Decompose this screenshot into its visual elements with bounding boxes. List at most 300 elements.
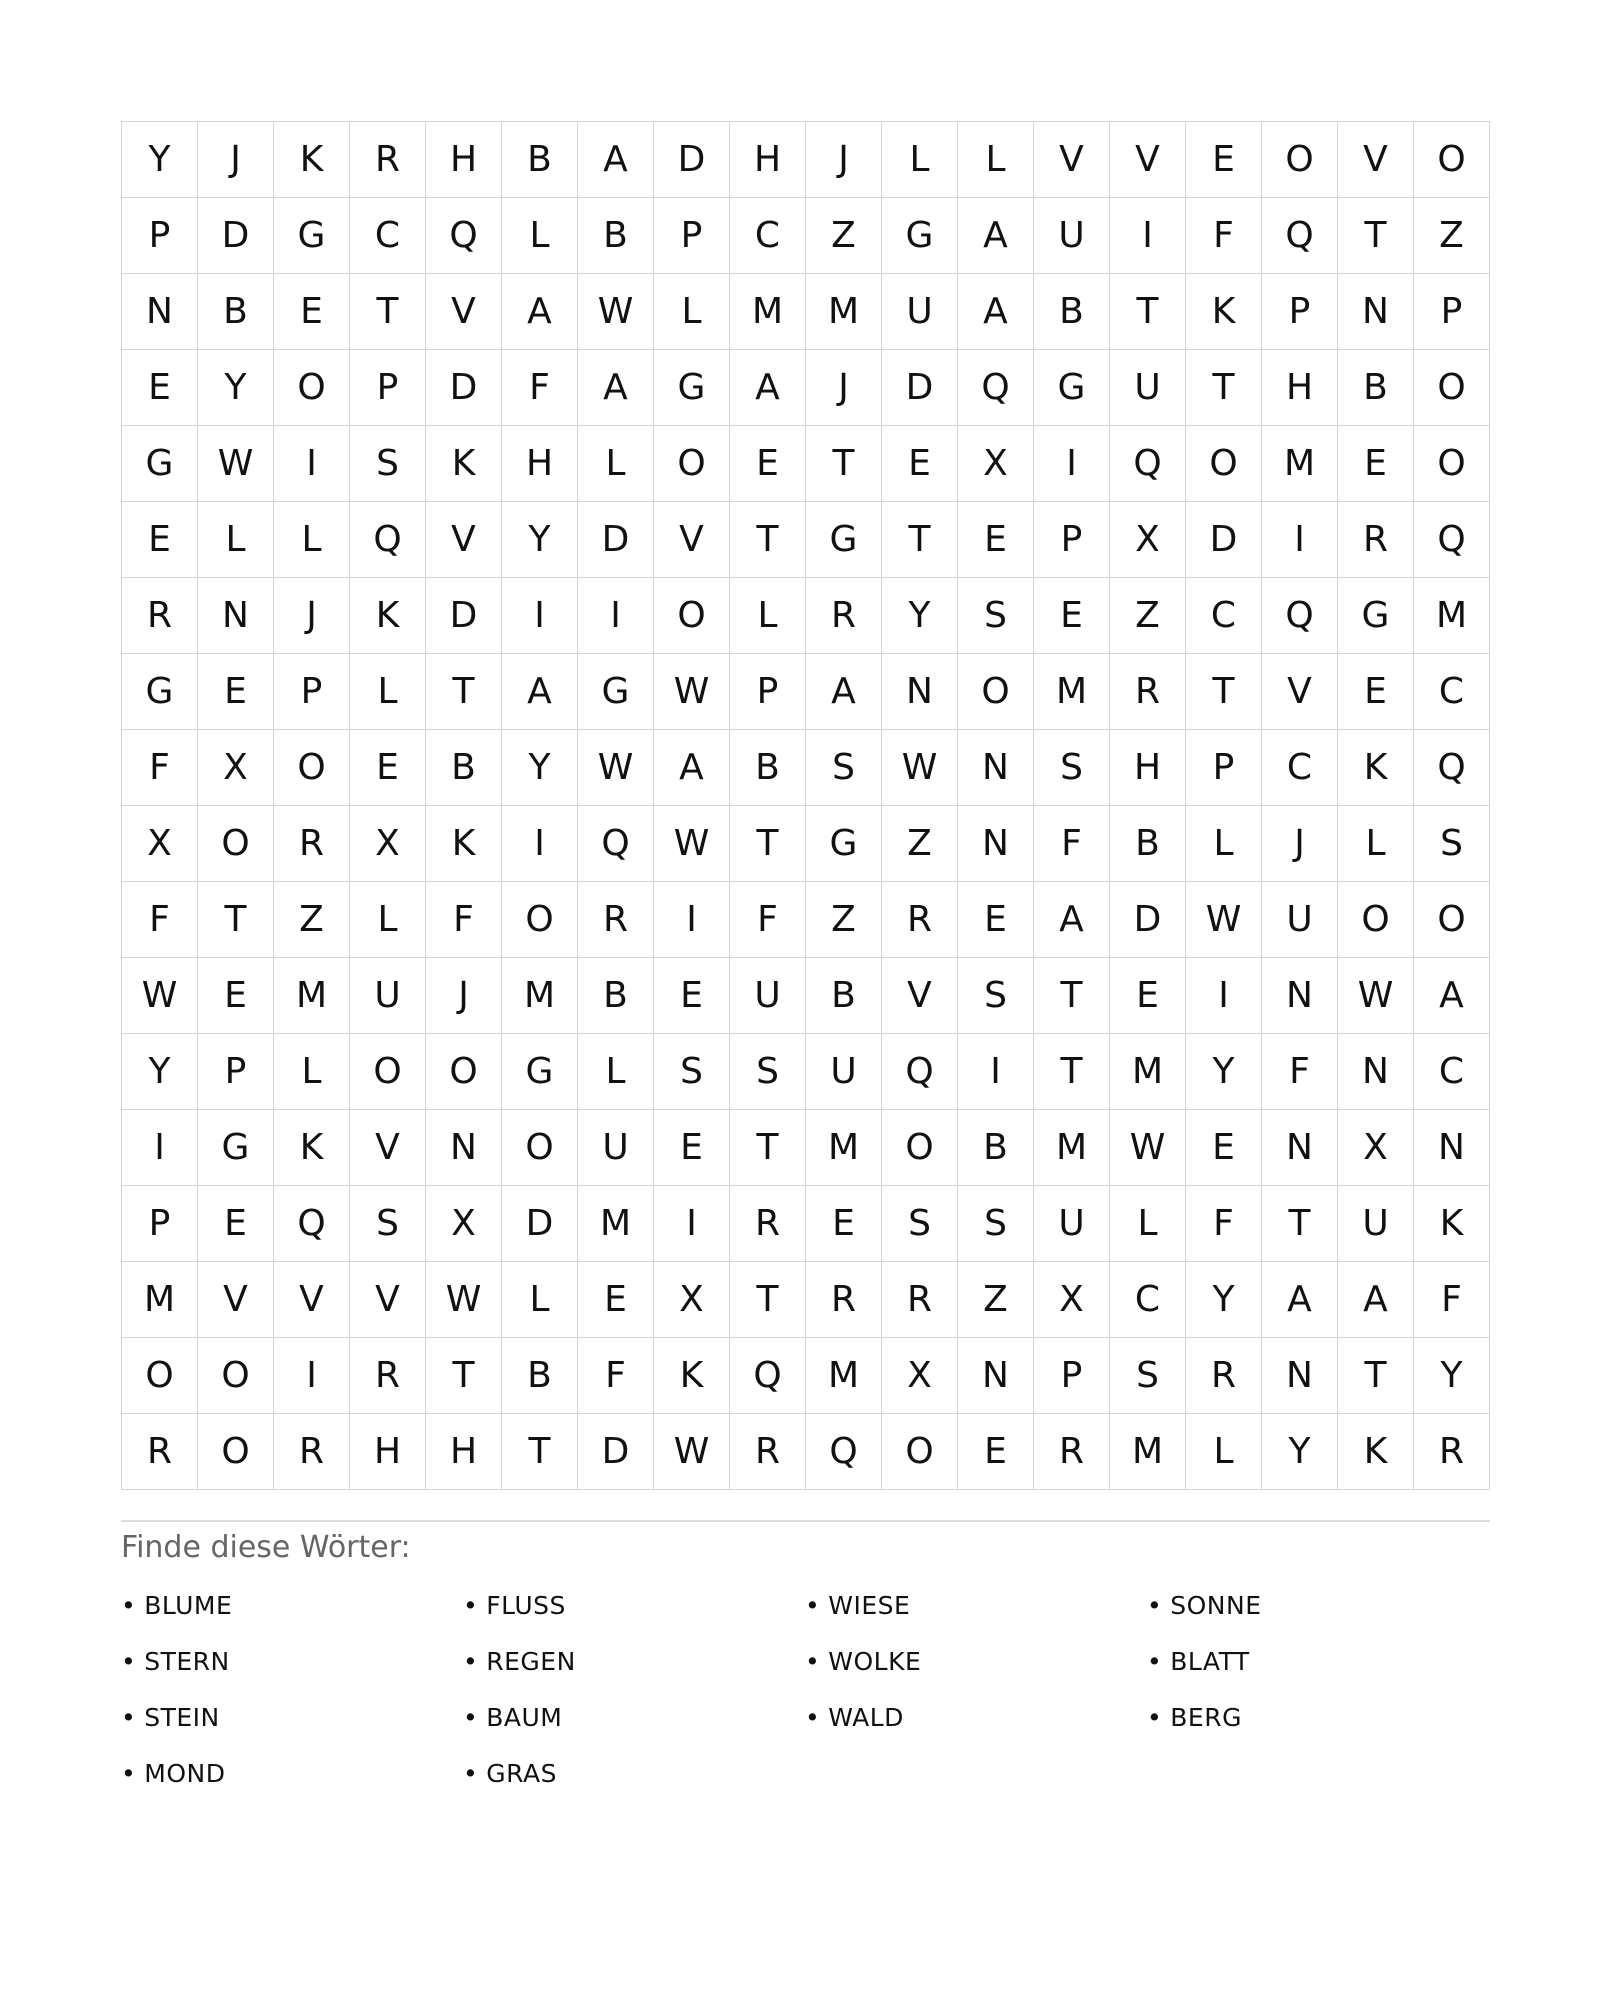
grid-cell[interactable]: Y [122,122,198,198]
grid-cell[interactable]: W [654,806,730,882]
grid-cell[interactable]: O [502,1110,578,1186]
grid-cell[interactable]: X [882,1338,958,1414]
grid-cell[interactable]: Q [882,1034,958,1110]
grid-cell[interactable]: H [350,1414,426,1490]
grid-cell[interactable]: N [958,1338,1034,1414]
grid-cell[interactable]: K [1338,1414,1414,1490]
grid-cell[interactable]: E [654,958,730,1034]
grid-cell[interactable]: V [350,1262,426,1338]
grid-cell[interactable]: R [350,122,426,198]
grid-cell[interactable]: I [274,426,350,502]
grid-cell[interactable]: M [1034,654,1110,730]
grid-cell[interactable]: G [882,198,958,274]
grid-cell[interactable]: N [1414,1110,1490,1186]
grid-cell[interactable]: P [1414,274,1490,350]
grid-cell[interactable]: R [1186,1338,1262,1414]
grid-cell[interactable]: N [1338,1034,1414,1110]
grid-cell[interactable]: Z [806,882,882,958]
grid-cell[interactable]: G [198,1110,274,1186]
grid-cell[interactable]: G [502,1034,578,1110]
grid-cell[interactable]: K [1414,1186,1490,1262]
grid-cell[interactable]: C [1110,1262,1186,1338]
grid-cell[interactable]: Q [1414,730,1490,806]
grid-cell[interactable]: S [350,426,426,502]
grid-cell[interactable]: B [578,958,654,1034]
grid-cell[interactable]: E [1110,958,1186,1034]
grid-cell[interactable]: A [1262,1262,1338,1338]
grid-cell[interactable]: I [274,1338,350,1414]
grid-cell[interactable]: D [578,502,654,578]
grid-cell[interactable]: W [426,1262,502,1338]
grid-cell[interactable]: T [1186,350,1262,426]
grid-cell[interactable]: F [1262,1034,1338,1110]
grid-cell[interactable]: O [1414,426,1490,502]
grid-cell[interactable]: P [1262,274,1338,350]
grid-cell[interactable]: N [1338,274,1414,350]
grid-cell[interactable]: M [1262,426,1338,502]
grid-cell[interactable]: E [122,350,198,426]
grid-cell[interactable]: M [730,274,806,350]
grid-cell[interactable]: R [578,882,654,958]
grid-cell[interactable]: W [578,274,654,350]
grid-cell[interactable]: A [806,654,882,730]
grid-cell[interactable]: L [958,122,1034,198]
grid-cell[interactable]: E [1338,654,1414,730]
grid-cell[interactable]: Q [958,350,1034,426]
grid-cell[interactable]: M [502,958,578,1034]
grid-cell[interactable]: T [1034,1034,1110,1110]
grid-cell[interactable]: I [502,806,578,882]
grid-cell[interactable]: T [730,1110,806,1186]
grid-cell[interactable]: H [502,426,578,502]
grid-cell[interactable]: Q [1110,426,1186,502]
grid-cell[interactable]: F [1414,1262,1490,1338]
grid-cell[interactable]: P [1186,730,1262,806]
grid-cell[interactable]: O [350,1034,426,1110]
grid-cell[interactable]: L [1186,1414,1262,1490]
grid-cell[interactable]: C [1262,730,1338,806]
grid-cell[interactable]: L [274,502,350,578]
grid-cell[interactable]: W [122,958,198,1034]
grid-cell[interactable]: E [198,958,274,1034]
grid-cell[interactable]: S [1034,730,1110,806]
grid-cell[interactable]: D [578,1414,654,1490]
grid-cell[interactable]: T [730,1262,806,1338]
grid-cell[interactable]: Z [958,1262,1034,1338]
grid-cell[interactable]: Z [882,806,958,882]
grid-cell[interactable]: W [882,730,958,806]
grid-cell[interactable]: H [1262,350,1338,426]
grid-cell[interactable]: V [350,1110,426,1186]
grid-cell[interactable]: F [1186,1186,1262,1262]
grid-cell[interactable]: D [654,122,730,198]
grid-cell[interactable]: U [882,274,958,350]
grid-cell[interactable]: G [122,426,198,502]
grid-cell[interactable]: O [1338,882,1414,958]
grid-cell[interactable]: A [578,350,654,426]
grid-cell[interactable]: O [1414,122,1490,198]
grid-cell[interactable]: O [882,1414,958,1490]
grid-cell[interactable]: X [350,806,426,882]
grid-cell[interactable]: B [958,1110,1034,1186]
grid-cell[interactable]: G [122,654,198,730]
grid-cell[interactable]: U [806,1034,882,1110]
grid-cell[interactable]: X [426,1186,502,1262]
grid-cell[interactable]: L [654,274,730,350]
grid-cell[interactable]: M [1414,578,1490,654]
grid-cell[interactable]: T [730,502,806,578]
grid-cell[interactable]: A [654,730,730,806]
grid-cell[interactable]: C [1414,654,1490,730]
grid-cell[interactable]: I [1262,502,1338,578]
grid-cell[interactable]: E [122,502,198,578]
grid-cell[interactable]: G [806,502,882,578]
grid-cell[interactable]: R [730,1186,806,1262]
grid-cell[interactable]: V [198,1262,274,1338]
grid-cell[interactable]: Q [730,1338,806,1414]
grid-cell[interactable]: W [1186,882,1262,958]
grid-cell[interactable]: W [1338,958,1414,1034]
grid-cell[interactable]: O [1414,882,1490,958]
grid-cell[interactable]: E [1034,578,1110,654]
grid-cell[interactable]: T [1338,198,1414,274]
grid-cell[interactable]: L [1110,1186,1186,1262]
grid-cell[interactable]: V [274,1262,350,1338]
grid-cell[interactable]: Z [806,198,882,274]
grid-cell[interactable]: D [426,350,502,426]
grid-cell[interactable]: P [350,350,426,426]
grid-cell[interactable]: Q [578,806,654,882]
grid-cell[interactable]: X [1034,1262,1110,1338]
grid-cell[interactable]: G [806,806,882,882]
grid-cell[interactable]: T [1110,274,1186,350]
grid-cell[interactable]: R [882,1262,958,1338]
grid-cell[interactable]: S [882,1186,958,1262]
grid-cell[interactable]: S [350,1186,426,1262]
grid-cell[interactable]: L [1338,806,1414,882]
grid-cell[interactable]: S [958,578,1034,654]
grid-cell[interactable]: D [502,1186,578,1262]
grid-cell[interactable]: K [1186,274,1262,350]
grid-cell[interactable]: W [578,730,654,806]
grid-cell[interactable]: N [1262,1110,1338,1186]
grid-cell[interactable]: O [426,1034,502,1110]
grid-cell[interactable]: V [426,274,502,350]
grid-cell[interactable]: X [1110,502,1186,578]
grid-cell[interactable]: J [198,122,274,198]
grid-cell[interactable]: M [122,1262,198,1338]
grid-cell[interactable]: Y [502,730,578,806]
grid-cell[interactable]: I [654,1186,730,1262]
grid-cell[interactable]: B [806,958,882,1034]
grid-cell[interactable]: E [350,730,426,806]
grid-cell[interactable]: L [350,654,426,730]
grid-cell[interactable]: K [274,1110,350,1186]
grid-cell[interactable]: D [426,578,502,654]
grid-cell[interactable]: P [654,198,730,274]
grid-cell[interactable]: K [1338,730,1414,806]
grid-cell[interactable]: S [958,958,1034,1034]
grid-cell[interactable]: V [1338,122,1414,198]
grid-cell[interactable]: D [1110,882,1186,958]
grid-cell[interactable]: X [122,806,198,882]
grid-cell[interactable]: H [426,122,502,198]
grid-cell[interactable]: S [806,730,882,806]
grid-cell[interactable]: G [654,350,730,426]
grid-cell[interactable]: I [1110,198,1186,274]
grid-cell[interactable]: A [1338,1262,1414,1338]
grid-cell[interactable]: U [1262,882,1338,958]
grid-cell[interactable]: T [350,274,426,350]
grid-cell[interactable]: A [730,350,806,426]
grid-cell[interactable]: Z [274,882,350,958]
grid-cell[interactable]: U [1338,1186,1414,1262]
grid-cell[interactable]: U [350,958,426,1034]
grid-cell[interactable]: E [882,426,958,502]
grid-cell[interactable]: O [502,882,578,958]
grid-cell[interactable]: K [426,426,502,502]
grid-cell[interactable]: Q [806,1414,882,1490]
grid-cell[interactable]: B [578,198,654,274]
grid-cell[interactable]: M [1034,1110,1110,1186]
grid-cell[interactable]: F [426,882,502,958]
grid-cell[interactable]: A [958,198,1034,274]
grid-cell[interactable]: P [1034,502,1110,578]
grid-cell[interactable]: Y [1262,1414,1338,1490]
grid-cell[interactable]: P [198,1034,274,1110]
grid-cell[interactable]: S [730,1034,806,1110]
grid-cell[interactable]: M [1110,1034,1186,1110]
grid-cell[interactable]: W [654,654,730,730]
grid-cell[interactable]: Z [1110,578,1186,654]
grid-cell[interactable]: N [1262,958,1338,1034]
grid-cell[interactable]: N [958,806,1034,882]
grid-cell[interactable]: L [578,1034,654,1110]
grid-cell[interactable]: T [426,1338,502,1414]
grid-cell[interactable]: U [730,958,806,1034]
grid-cell[interactable]: R [122,1414,198,1490]
grid-cell[interactable]: I [122,1110,198,1186]
grid-cell[interactable]: A [502,274,578,350]
grid-cell[interactable]: E [198,1186,274,1262]
grid-cell[interactable]: H [426,1414,502,1490]
grid-cell[interactable]: R [1110,654,1186,730]
grid-cell[interactable]: E [1338,426,1414,502]
grid-cell[interactable]: G [1338,578,1414,654]
grid-cell[interactable]: F [122,882,198,958]
grid-cell[interactable]: N [1262,1338,1338,1414]
grid-cell[interactable]: N [426,1110,502,1186]
grid-cell[interactable]: V [1262,654,1338,730]
grid-cell[interactable]: E [730,426,806,502]
grid-cell[interactable]: T [502,1414,578,1490]
grid-cell[interactable]: E [1186,1110,1262,1186]
grid-cell[interactable]: W [1110,1110,1186,1186]
grid-cell[interactable]: U [578,1110,654,1186]
grid-cell[interactable]: O [198,1414,274,1490]
grid-cell[interactable]: E [806,1186,882,1262]
grid-cell[interactable]: A [578,122,654,198]
grid-cell[interactable]: T [426,654,502,730]
grid-cell[interactable]: N [122,274,198,350]
grid-cell[interactable]: Q [274,1186,350,1262]
grid-cell[interactable]: E [958,882,1034,958]
grid-cell[interactable]: D [198,198,274,274]
grid-cell[interactable]: J [274,578,350,654]
grid-cell[interactable]: Y [122,1034,198,1110]
grid-cell[interactable]: H [730,122,806,198]
grid-cell[interactable]: W [198,426,274,502]
grid-cell[interactable]: R [350,1338,426,1414]
grid-cell[interactable]: O [122,1338,198,1414]
grid-cell[interactable]: B [426,730,502,806]
grid-cell[interactable]: N [882,654,958,730]
grid-cell[interactable]: I [654,882,730,958]
grid-cell[interactable]: I [1034,426,1110,502]
grid-cell[interactable]: E [578,1262,654,1338]
grid-cell[interactable]: Y [882,578,958,654]
grid-cell[interactable]: C [1186,578,1262,654]
grid-cell[interactable]: V [882,958,958,1034]
grid-cell[interactable]: R [274,1414,350,1490]
grid-cell[interactable]: L [502,198,578,274]
grid-cell[interactable]: X [1338,1110,1414,1186]
grid-cell[interactable]: Y [1186,1262,1262,1338]
grid-cell[interactable]: F [502,350,578,426]
grid-cell[interactable]: V [1110,122,1186,198]
grid-cell[interactable]: A [1414,958,1490,1034]
grid-cell[interactable]: O [274,730,350,806]
grid-cell[interactable]: M [806,274,882,350]
grid-cell[interactable]: I [502,578,578,654]
grid-cell[interactable]: O [198,1338,274,1414]
grid-cell[interactable]: Y [1414,1338,1490,1414]
grid-cell[interactable]: V [654,502,730,578]
grid-cell[interactable]: O [654,426,730,502]
grid-cell[interactable]: P [730,654,806,730]
grid-cell[interactable]: J [806,122,882,198]
grid-cell[interactable]: K [274,122,350,198]
grid-cell[interactable]: E [958,502,1034,578]
grid-cell[interactable]: H [1110,730,1186,806]
grid-cell[interactable]: N [198,578,274,654]
grid-cell[interactable]: G [1034,350,1110,426]
grid-cell[interactable]: Q [1414,502,1490,578]
grid-cell[interactable]: Q [350,502,426,578]
grid-cell[interactable]: R [1338,502,1414,578]
grid-cell[interactable]: S [958,1186,1034,1262]
grid-cell[interactable]: M [274,958,350,1034]
grid-cell[interactable]: F [122,730,198,806]
grid-cell[interactable]: M [578,1186,654,1262]
grid-cell[interactable]: J [806,350,882,426]
grid-cell[interactable]: B [198,274,274,350]
grid-cell[interactable]: R [1414,1414,1490,1490]
grid-cell[interactable]: F [578,1338,654,1414]
grid-cell[interactable]: Y [198,350,274,426]
grid-cell[interactable]: S [1110,1338,1186,1414]
grid-cell[interactable]: V [1034,122,1110,198]
grid-cell[interactable]: J [1262,806,1338,882]
grid-cell[interactable]: O [1414,350,1490,426]
grid-cell[interactable]: W [654,1414,730,1490]
grid-cell[interactable]: R [882,882,958,958]
grid-cell[interactable]: J [426,958,502,1034]
grid-cell[interactable]: P [274,654,350,730]
grid-cell[interactable]: S [654,1034,730,1110]
grid-cell[interactable]: L [198,502,274,578]
grid-cell[interactable]: V [426,502,502,578]
grid-cell[interactable]: M [1110,1414,1186,1490]
grid-cell[interactable]: R [274,806,350,882]
grid-cell[interactable]: G [274,198,350,274]
grid-cell[interactable]: O [882,1110,958,1186]
grid-cell[interactable]: R [122,578,198,654]
grid-cell[interactable]: E [1186,122,1262,198]
grid-cell[interactable]: E [654,1110,730,1186]
grid-cell[interactable]: K [654,1338,730,1414]
grid-cell[interactable]: I [1186,958,1262,1034]
grid-cell[interactable]: O [958,654,1034,730]
grid-cell[interactable]: Z [1414,198,1490,274]
grid-cell[interactable]: X [654,1262,730,1338]
grid-cell[interactable]: X [958,426,1034,502]
grid-cell[interactable]: E [274,274,350,350]
grid-cell[interactable]: Q [426,198,502,274]
grid-cell[interactable]: T [1338,1338,1414,1414]
grid-cell[interactable]: A [958,274,1034,350]
grid-cell[interactable]: F [730,882,806,958]
grid-cell[interactable]: E [198,654,274,730]
grid-cell[interactable]: P [122,1186,198,1262]
grid-cell[interactable]: I [958,1034,1034,1110]
grid-cell[interactable]: M [806,1110,882,1186]
grid-cell[interactable]: U [1034,1186,1110,1262]
grid-cell[interactable]: M [806,1338,882,1414]
grid-cell[interactable]: B [730,730,806,806]
grid-cell[interactable]: B [1110,806,1186,882]
grid-cell[interactable]: L [350,882,426,958]
grid-cell[interactable]: D [882,350,958,426]
grid-cell[interactable]: K [426,806,502,882]
grid-cell[interactable]: B [1034,274,1110,350]
grid-cell[interactable]: E [958,1414,1034,1490]
grid-cell[interactable]: L [882,122,958,198]
grid-cell[interactable]: R [1034,1414,1110,1490]
grid-cell[interactable]: C [1414,1034,1490,1110]
grid-cell[interactable]: Q [1262,578,1338,654]
grid-cell[interactable]: L [578,426,654,502]
grid-cell[interactable]: A [1034,882,1110,958]
grid-cell[interactable]: O [1262,122,1338,198]
grid-cell[interactable]: T [198,882,274,958]
grid-cell[interactable]: B [1338,350,1414,426]
grid-cell[interactable]: R [730,1414,806,1490]
grid-cell[interactable]: B [502,122,578,198]
grid-cell[interactable]: C [350,198,426,274]
grid-cell[interactable]: Y [502,502,578,578]
grid-cell[interactable]: K [350,578,426,654]
grid-cell[interactable]: T [882,502,958,578]
grid-cell[interactable]: B [502,1338,578,1414]
grid-cell[interactable]: T [1262,1186,1338,1262]
grid-cell[interactable]: O [198,806,274,882]
grid-cell[interactable]: Q [1262,198,1338,274]
grid-cell[interactable]: L [502,1262,578,1338]
grid-cell[interactable]: A [502,654,578,730]
grid-cell[interactable]: Y [1186,1034,1262,1110]
grid-cell[interactable]: L [1186,806,1262,882]
